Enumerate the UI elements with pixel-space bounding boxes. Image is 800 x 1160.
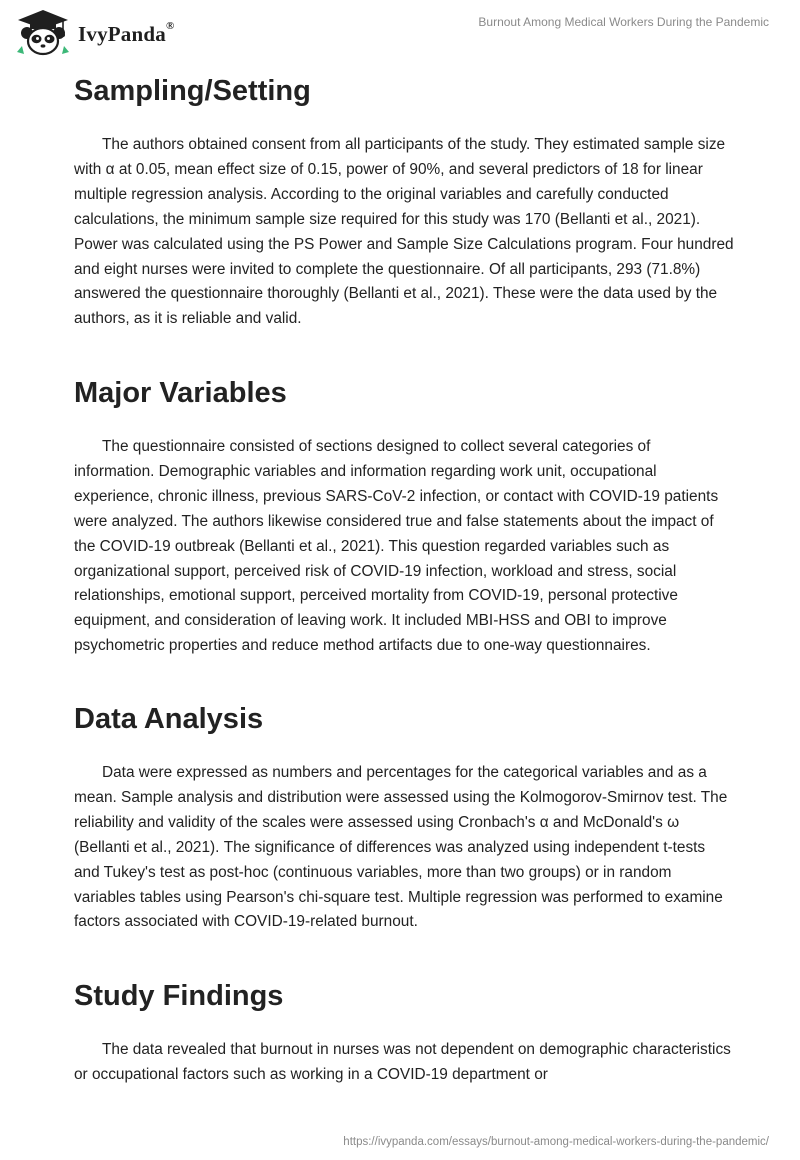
section-paragraph-variables: The questionnaire consisted of sections designed to collect several categories of information. Demographic variables and information regarding work unit, occupational experience, chronic illness, previous SARS-CoV-2 infection, or contact with COVID-19 patients were analyzed. The authors likewise considered true and false statements about the impact of the COVID-19 outbreak (Bellanti et al., 2021). This question regarded variables such as organizational support, perceived risk of COVID-19 infection, workload and stress, social relationships, emotional support, perceived mortality from COVID-19, personal protective equipment, and consideration of leaving work. It included MBI-HSS and OBI to improve psychometric properties and reduce method artifacts due to one-way questionnaires.: [74, 438, 719, 655]
section-heading-findings: Study Findings: [74, 980, 284, 1012]
section-heading-analysis: Data Analysis: [74, 703, 264, 735]
section-heading-sampling: Sampling/Setting: [74, 75, 311, 107]
brand-name: [78, 22, 174, 47]
section-paragraph-analysis: Data were expressed as numbers and percentages for the categorical variables and as a mean. Sample analysis and distribution were assessed using the Kolmogorov-Smirnov test. The reliability and validity of the scales were assessed using Cronbach's α and McDonald's ω (Bellanti et al., 2021). The significance of differences was analyzed using independent t-tests and Tukey's test as post-hoc (continuous variables, more than two groups) or in random variables tables using Pearson's chi-square test. Multiple regression was performed to examine factors associated with COVID-19-related burnout.: [74, 764, 728, 931]
source-url[interactable]: https://ivypanda.com/essays/burnout-among-medical-workers-during-the-pandemic/: [343, 1136, 769, 1148]
document-title: Burnout Among Medical Workers During the Pandemic: [478, 15, 769, 29]
brand-label: IvyPanda: [78, 22, 166, 46]
section-heading-variables: Major Variables: [74, 377, 287, 409]
section-paragraph-sampling: The authors obtained consent from all participants of the study. They estimated sample size with α at 0.05, mean effect size of 0.15, power of 90%, and several predictors of 18 for linear multiple regression analysis. According to the original variables and carefully conducted calculations, the minimum sample size required for this study was 170 (Bellanti et al., 2021). Power was calculated using the PS Power and Sample Size Calculations program. Four hundred and eight nurses were invited to complete the questionnaire. Of all participants, 293 (71.8%) answered the questionnaire thoroughly (Bellanti et al., 2021). These were the data used by the authors, as it is reliable and valid.: [74, 136, 734, 328]
page-header: [0, 0, 800, 60]
ivypanda-logo[interactable]: [14, 8, 194, 58]
panda-graduate-icon: [14, 8, 72, 58]
registered-mark: ®: [165, 20, 175, 32]
section-paragraph-findings: The data revealed that burnout in nurses was not dependent on demographic characteristics or occupational factors such as working in a COVID-19 department or: [74, 1041, 731, 1083]
